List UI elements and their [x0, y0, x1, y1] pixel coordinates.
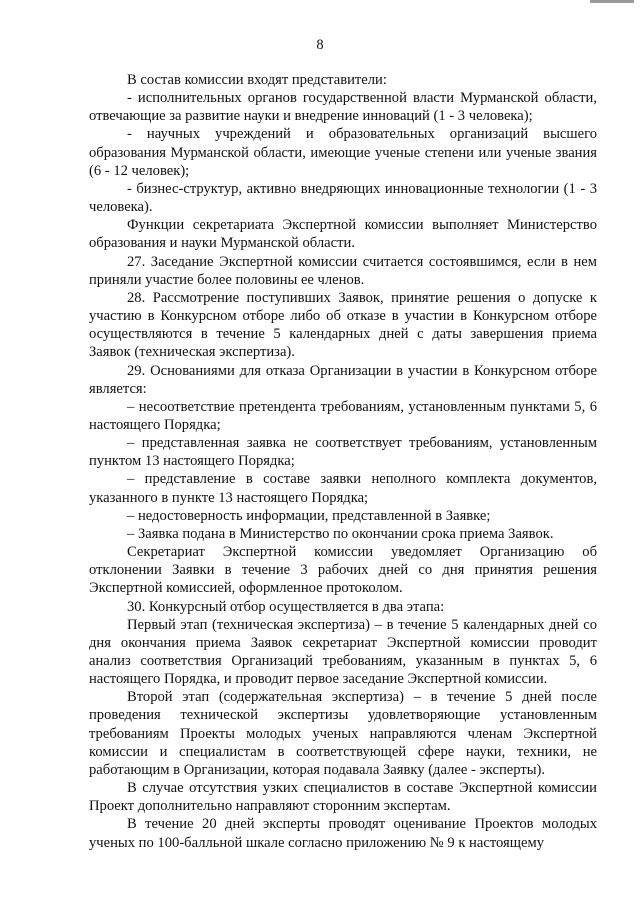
paragraph: – недостоверность информации, представленной в Заявке;: [127, 507, 491, 524]
paragraph: 27. Заседание Экспертной комиссии считается состоявшимся, если в нем приняли участие более половины ее членов.: [89, 253, 597, 288]
paragraph: Секретариат Экспертной комиссии уведомляет Организацию об отклонении Заявки в течение 3 рабочих дней со дня принятия решения Экспертной комиссией, оформленное протоколом.: [89, 544, 597, 597]
paragraph: 28. Рассмотрение поступивших Заявок, принятие решения о допуске к участию в Конкурсном отборе либо об отказе в участии в Конкурсном отборе осуществляются в течение 5 календарных дней с даты завершения приема Заявок (техническая экспертиза).: [89, 289, 597, 361]
paragraph: 30. Конкурсный отбор осуществляется в два этапа:: [127, 598, 445, 615]
paragraph: - научных учреждений и образовательных организаций высшего образования Мурманской области, имеющие ученые степени или ученые звания (6 - 12 человек);: [89, 126, 597, 179]
paragraph: – Заявка подана в Министерство по окончании срока приема Заявок.: [127, 525, 554, 542]
paragraph: 29. Основаниями для отказа Организации в участии в Конкурсном отборе является:: [89, 362, 597, 397]
paragraph: В течение 20 дней эксперты проводят оценивание Проектов молодых ученых по 100-балльной шкале согласно приложению № 9 к настоящему: [89, 816, 597, 851]
paragraph: - бизнес-структур, активно внедряющих инновационные технологии (1 - 3 человека).: [89, 180, 597, 216]
paragraph: В состав комиссии входят представители:: [127, 72, 387, 88]
page-number: 8: [316, 37, 324, 53]
document-body: [89, 71, 597, 852]
paragraph: – представленная заявка не соответствует требованиям, установленным пунктом 13 настоящего Порядка;: [89, 435, 597, 470]
paragraph: - исполнительных органов государственной власти Мурманской области, отвечающие за развитие науки и внедрение инноваций (1 - 3 человека);: [89, 90, 597, 125]
paragraph: – несоответствие претендента требованиям, установленным пунктами 5, 6 настоящего Порядка;: [89, 398, 597, 433]
scan-edge-mark: [590, 0, 634, 3]
paragraph: Первый этап (техническая экспертиза) – в течение 5 календарных дней со дня окончания приема Заявок секретариат Экспертной комиссии проводит анализ соответствия Организаций требованиям, указанным в пунктах 5, 6 настоящего Порядка, и проводит первое заседание Экспертной комиссии.: [89, 616, 597, 688]
paragraph: В случае отсутствия узких специалистов в составе Экспертной комиссии Проект дополнительно направляют сторонним экспертам.: [89, 780, 597, 815]
paragraph: Второй этап (содержательная экспертиза) – в течение 5 дней после проведения технической экспертизы удовлетворяющие установленным требованиям Проекты молодых ученых направляются членам Экспертной комиссии и специалистам в соответствующей сфере науки, техники, не работающим в Организации, которая подавала Заявку (далее - эксперты).: [89, 689, 597, 778]
paragraph: – представление в составе заявки неполного комплекта документов, указанного в пункте 13 настоящего Порядка;: [89, 471, 597, 506]
paragraph: Функции секретариата Экспертной комиссии выполняет Министерство образования и науки Мурманской области.: [89, 217, 597, 252]
